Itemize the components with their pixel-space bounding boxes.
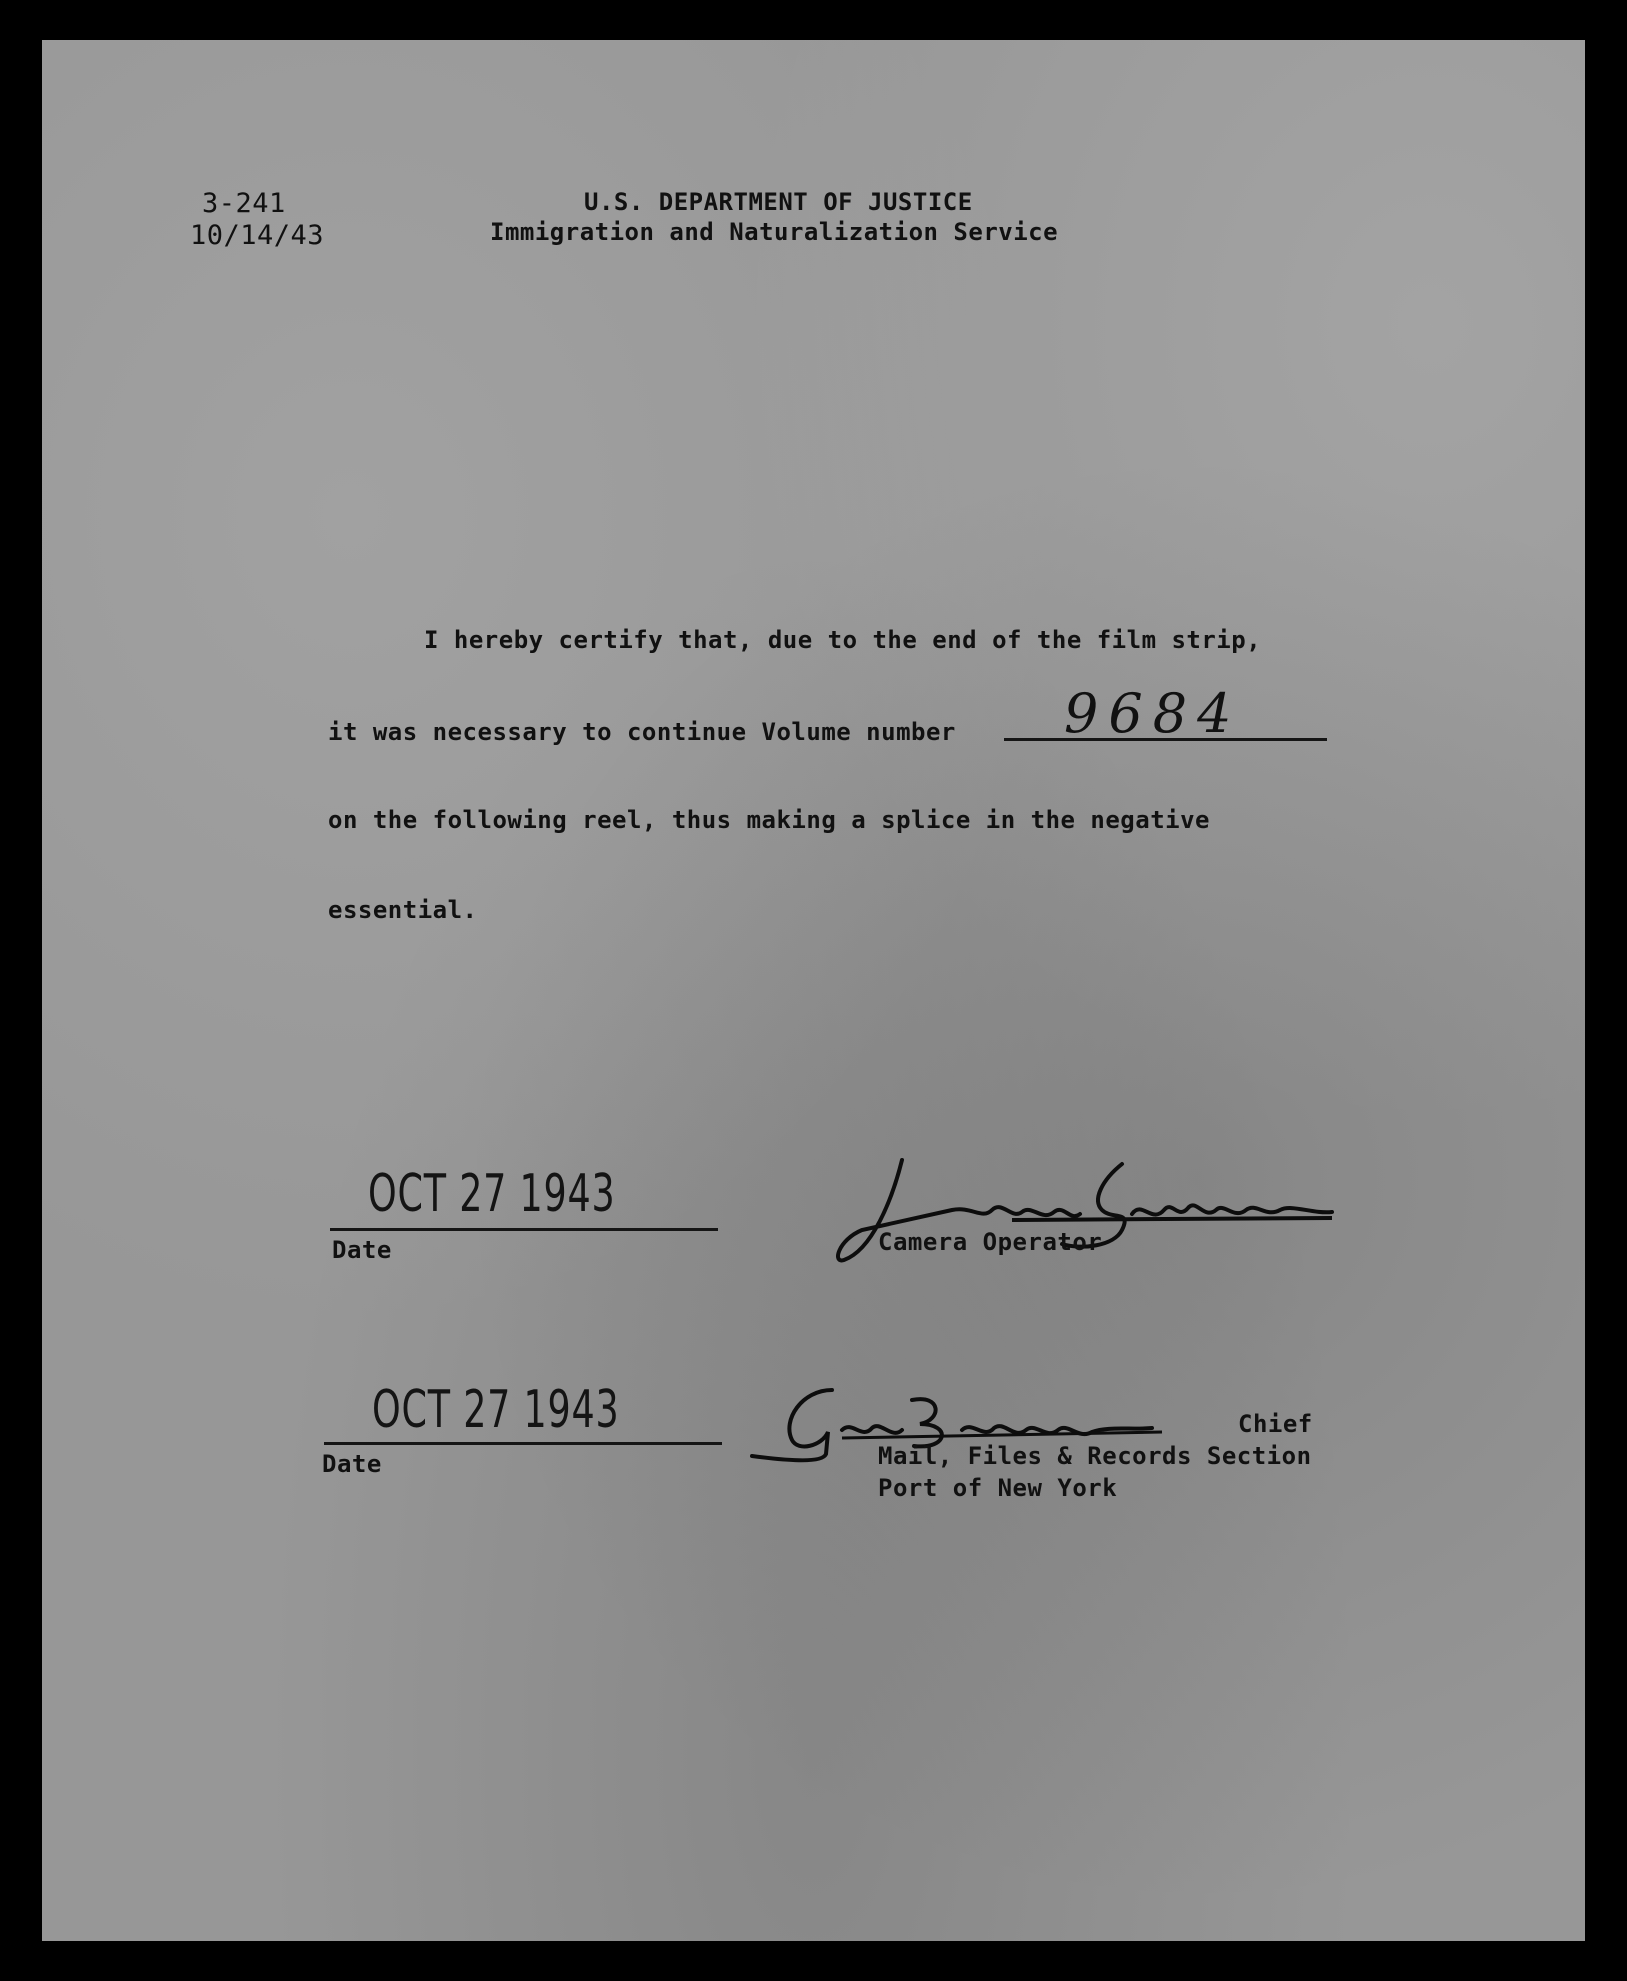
volume-number: 9684 xyxy=(1064,682,1242,745)
chief-title: Chief xyxy=(1238,1410,1313,1438)
certification-line-3: on the following reel, thus making a splice in the negative xyxy=(328,806,1211,834)
service-heading: Immigration and Naturalization Service xyxy=(490,218,1059,246)
department-heading: U.S. DEPARTMENT OF JUSTICE xyxy=(584,188,973,216)
form-revision-date: 10/14/43 xyxy=(190,220,325,251)
operator-date-line xyxy=(330,1228,718,1231)
form-number: 3-241 xyxy=(202,188,286,219)
chief-date-label: Date xyxy=(322,1450,382,1478)
operator-date-stamp: OCT 27 1943 xyxy=(368,1164,616,1224)
operator-date-label: Date xyxy=(332,1236,392,1264)
certification-line-1: I hereby certify that, due to the end of the film strip, xyxy=(424,626,1262,654)
chief-date-stamp: OCT 27 1943 xyxy=(372,1380,620,1440)
certification-line-2: it was necessary to continue Volume number xyxy=(328,718,956,746)
camera-operator-title: Camera Operator xyxy=(878,1228,1103,1256)
section-title: Mail, Files & Records Section xyxy=(878,1442,1312,1470)
certification-line-4: essential. xyxy=(328,896,478,924)
port-title: Port of New York xyxy=(878,1474,1118,1502)
chief-date-line xyxy=(324,1442,722,1445)
document-page xyxy=(42,40,1585,1941)
